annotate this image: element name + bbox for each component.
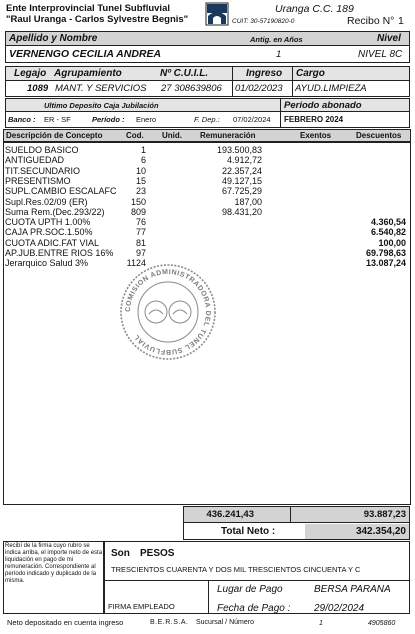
cargo-value: AYUD.LIMPIEZA <box>295 83 367 94</box>
row-code: 77 <box>135 227 146 237</box>
branch-number: 1 <box>319 620 323 627</box>
period-paid-label: Periodo abonado <box>284 100 362 111</box>
logo-icon <box>205 2 229 26</box>
row-remuneration: 49.127,15 <box>221 176 262 186</box>
col-code: Cod. <box>126 131 144 140</box>
company-name: Uranga C.C. 189 <box>275 3 354 15</box>
years-value: 1 <box>276 49 282 60</box>
row-remuneration: 22.357,24 <box>221 166 262 176</box>
col-exempt: Exentos <box>300 131 332 140</box>
row-remuneration: 67.725,29 <box>221 186 262 196</box>
row-code: 10 <box>135 166 146 176</box>
row-code: 150 <box>130 197 146 207</box>
row-code: 97 <box>135 248 146 258</box>
total-net: 342.354,20 <box>355 526 406 537</box>
last-deposit-label: Ultimo Deposito Caja Jubilación <box>44 101 159 110</box>
row-code: 1 <box>140 145 146 155</box>
row-discount: 4.360,54 <box>370 217 406 227</box>
place-label: Lugar de Pago <box>217 584 283 595</box>
row-concept: Jerarquico Salud 3% <box>5 259 89 268</box>
amount-in-words: TRESCIENTOS CUARENTA Y DOS MIL TRESCIENTOS CINCUENTA Y C <box>111 565 361 574</box>
col-remuneration: Remuneración <box>200 131 256 140</box>
row-concept: Supl.Res.02/09 (ER) <box>5 198 88 207</box>
bank-value: ER - SF <box>44 115 71 124</box>
date-label: Fecha de Pago : <box>217 603 291 614</box>
row-concept: ANTIGUEDAD <box>5 156 65 165</box>
col-unit: Unid. <box>162 131 182 140</box>
divider <box>280 99 281 127</box>
divider <box>290 507 291 522</box>
divider <box>105 580 409 581</box>
cuil-value: 27 308639806 <box>161 83 222 94</box>
legajo-value: 1089 <box>27 83 49 94</box>
row-concept: TIT.SECUNDARIO <box>5 167 81 176</box>
row-code: 6 <box>140 155 146 165</box>
row-concept: Suma Rem.(Dec.293/22) <box>5 208 105 217</box>
divider <box>6 80 409 81</box>
row-remuneration: 98.431,20 <box>221 207 262 217</box>
group-label: Agrupamiento <box>54 68 122 79</box>
row-code: 81 <box>135 238 146 248</box>
cargo-label: Cargo <box>296 68 325 79</box>
ingreso-value: 01/02/2023 <box>235 83 283 94</box>
account-number: 4905860 <box>368 620 396 627</box>
cuit: CUIT: 30-57190820-0 <box>232 18 295 25</box>
place-value: BERSA PARANA <box>314 584 391 595</box>
row-remuneration: 4.912,72 <box>226 155 262 165</box>
divider <box>6 111 409 112</box>
receipt-label: Recibo N° <box>347 15 395 27</box>
currency: PESOS <box>140 548 175 559</box>
years-label: Antig. en Años <box>250 35 303 44</box>
divider <box>208 581 209 613</box>
col-discounts: Descuentos <box>356 131 402 140</box>
signature-note: Recibí de la firma cuyo rubro se indica arriba, el importe neto de esta liquidación en pago de mi remuneración. Correspondiente al período indicado y duplicado de la misma. <box>5 543 103 584</box>
cuil-label: Nº C.U.I.L. <box>160 68 209 79</box>
seal-text: COMISION ADMINISTRADORA DEL TUNEL SUBFLUVIAL <box>124 268 212 356</box>
row-discount: 6.540,82 <box>370 227 406 237</box>
row-concept: PRESENTISMO <box>5 177 71 186</box>
total-gross: 436.241,43 <box>206 509 254 520</box>
deposit-note: Neto depositado en cuenta ingreso <box>7 618 124 627</box>
total-discounts: 93.887,23 <box>363 509 406 520</box>
date-value: 29/02/2024 <box>314 603 365 614</box>
bank-label: Banco : <box>8 115 36 124</box>
row-discount: 100,00 <box>378 238 406 248</box>
row-code: 1124 <box>126 258 146 268</box>
row-concept: CUOTA UPTH 1.00% <box>5 218 91 227</box>
row-code: 76 <box>135 217 146 227</box>
row-discount: 69.798,63 <box>365 248 406 258</box>
level-label: Nivel <box>377 33 401 44</box>
row-concept: SUELDO BASICO <box>5 146 79 155</box>
period-value: Enero <box>136 115 157 124</box>
entity-name-line1: Ente Interprovincial Tunel Subfluvial <box>6 3 170 14</box>
fdep-value: 07/02/2024 <box>233 115 271 124</box>
row-code: 15 <box>135 176 146 186</box>
employee-name: VERNENGO CECILIA ANDREA <box>9 48 162 60</box>
col-concept: Descripción de Concepto <box>6 131 103 140</box>
branch-label: Sucursal / Número <box>196 619 254 626</box>
level-value: NIVEL 8C <box>358 49 403 60</box>
row-concept: SUPL.CAMBIO ESCALAFC <box>5 187 117 196</box>
divider <box>292 67 293 96</box>
name-label: Apellido y Nombre <box>9 33 98 44</box>
son-label: Son <box>111 548 130 559</box>
period-label: Período : <box>92 115 125 124</box>
divider <box>6 45 409 46</box>
signature-label: FIRMA EMPLEADO <box>108 602 175 611</box>
entity-name-line2: "Raul Uranga - Carlos Sylvestre Begnis" <box>6 14 189 25</box>
row-remuneration: 193.500,83 <box>216 145 262 155</box>
receipt-number: 1 <box>398 15 404 27</box>
net-label: Total Neto : <box>221 526 276 537</box>
row-concept: CUOTA ADIC.FAT VIAL <box>5 239 100 248</box>
fdep-label: F. Dep.: <box>194 115 220 124</box>
seal-stamp <box>118 262 218 362</box>
row-concept: CAJA PR.SOC.1.50% <box>5 228 93 237</box>
row-concept: AP.JUB.ENTRE RIOS 16% <box>5 249 114 258</box>
row-remuneration: 187,00 <box>234 197 262 207</box>
period-paid-value: FEBRERO 2024 <box>284 115 344 124</box>
ingreso-label: Ingreso <box>246 68 283 79</box>
divider <box>232 67 233 96</box>
bank-branch: B.E.R.S.A. <box>150 619 189 626</box>
legajo-label: Legajo <box>14 68 47 79</box>
row-code: 809 <box>130 207 146 217</box>
divider <box>184 522 409 523</box>
row-code: 23 <box>135 186 146 196</box>
group-value: MANT. Y SERVICIOS <box>55 83 147 94</box>
row-discount: 13.087,24 <box>365 258 406 268</box>
